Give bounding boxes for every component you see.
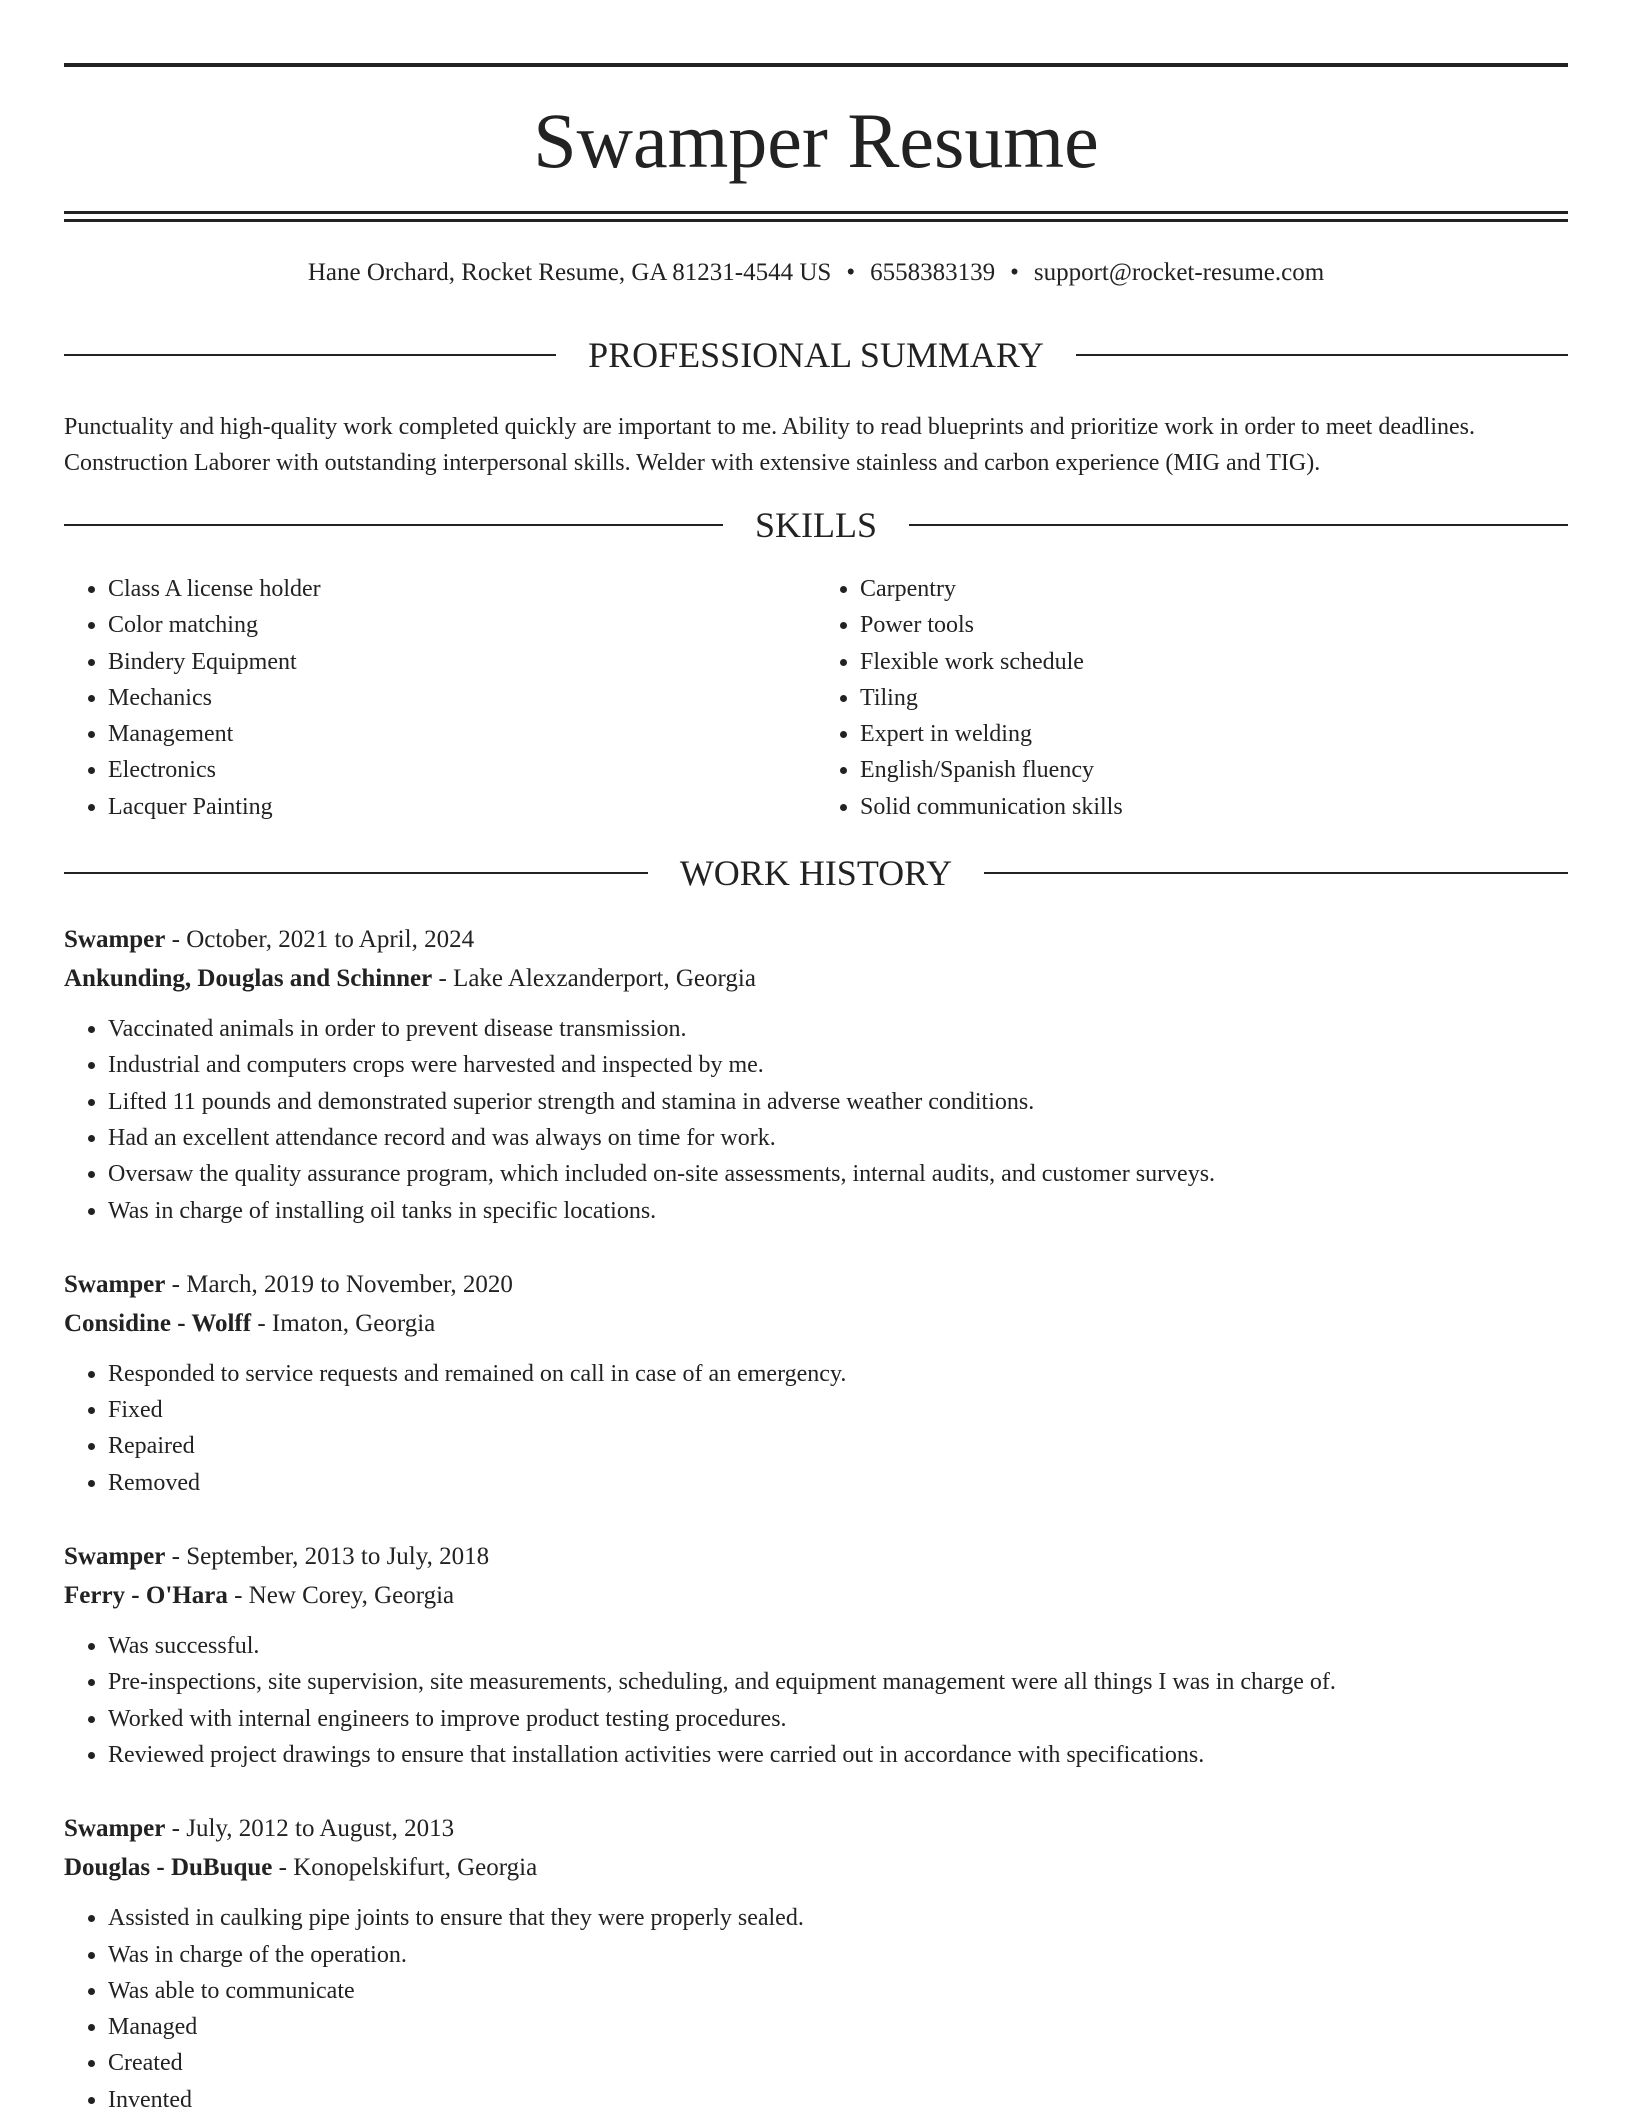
job-company: Ferry - O'Hara [64,1582,228,1610]
job-duties [64,1900,1568,2118]
job-location: - Imaton, Georgia [251,1309,436,1337]
job-duties [64,1011,1568,1229]
job-entry [64,1810,1568,2118]
job-duty: • Had an excellent attendance record and was always on time for work. [108,1120,1568,1156]
job-location: - Konopelskifurt, Georgia [272,1854,538,1882]
job-duty: • Pre-inspections, site supervision, site measurements, scheduling, and equipment management were all things I was in charge of. [108,1664,1568,1700]
skill-item: • Flexible work schedule [860,644,1568,680]
contact-email: support@rocket-resume.com [1033,259,1325,286]
job-company-line [64,1576,1568,1616]
job-dates: - July, 2012 to August, 2013 [165,1815,455,1843]
skills-column-left [64,571,816,825]
job-company: Douglas - DuBuque [64,1854,273,1882]
job-company-line [64,1304,1568,1344]
summary-heading [64,337,1568,373]
job-duty: • Removed [108,1465,1568,1501]
job-duties [64,1628,1568,1773]
job-duty: • Was in charge of installing oil tanks in specific locations. [108,1193,1568,1229]
contact-separator: • [846,259,856,286]
skill-item: • Mechanics [108,680,816,716]
contact-separator: • [1010,259,1019,286]
job-duty: • Worked with internal engineers to improve product testing procedures. [108,1701,1568,1737]
job-duty: • Managed [108,2009,1568,2045]
skill-item: • English/Spanish fluency [860,752,1568,788]
job-duty: • Responded to service requests and remained on call in case of an emergency. [108,1356,1568,1392]
heading-rule [909,524,1568,526]
job-entry [64,1266,1568,1501]
job-title: Swamper [64,1815,166,1843]
skills-list [64,571,1568,825]
skills-column-right [816,571,1568,825]
summary-text: Punctuality and high-quality work completed quickly are important to me. Ability to read blueprints and prioritize work in order to meet deadlines. Construction Laborer with outstanding interpersonal skills. Welder with extensive stainless and carbon experience (MIG and TIG). [64,414,1475,476]
job-duty: • Assisted in caulking pipe joints to ensure that they were properly sealed. [108,1900,1568,1936]
job-duty: • Created [108,2045,1568,2081]
job-duty: • Industrial and computers crops were harvested and inspected by me. [108,1047,1568,1083]
skill-item: • Power tools [860,607,1568,643]
job-duties [64,1356,1568,1501]
job-title-line [64,1538,1568,1576]
heading-rule [984,872,1568,874]
contact-phone: 6558383139 [870,259,996,286]
job-title: Swamper [64,1543,166,1571]
job-duty: • Lifted 11 pounds and demonstrated superior strength and stamina in adverse weather conditions. [108,1084,1568,1120]
job-entry [64,921,1568,1229]
job-duty: • Vaccinated animals in order to prevent disease transmission. [108,1011,1568,1047]
job-company: Ankunding, Douglas and Schinner [64,965,433,993]
skill-item: • Electronics [108,752,816,788]
contact-line [64,260,1568,285]
skill-item: • Tiling [860,680,1568,716]
job-duty: • Was successful. [108,1628,1568,1664]
job-title: Swamper [64,926,166,954]
skills-heading-label: SKILLS [755,505,878,545]
job-title: Swamper [64,1270,166,1298]
summary-heading-label: PROFESSIONAL SUMMARY [588,335,1044,375]
job-duty: • Oversaw the quality assurance program, which included on-site assessments, internal audits, and customer surveys. [108,1156,1568,1192]
top-rule [64,63,1568,67]
job-duty: • Fixed [108,1392,1568,1428]
job-dates: - October, 2021 to April, 2024 [165,926,475,954]
skill-item: • Class A license holder [108,571,816,607]
skill-item: • Solid communication skills [860,789,1568,825]
skill-item: • Carpentry [860,571,1568,607]
heading-rule [64,524,723,526]
job-duty: • Reviewed project drawings to ensure that installation activities were carried out in accordance with specifications. [108,1737,1568,1773]
job-company-line [64,1848,1568,1888]
job-dates: - March, 2019 to November, 2020 [165,1270,513,1298]
skill-item: • Lacquer Painting [108,789,816,825]
job-duty: • Was in charge of the operation. [108,1937,1568,1973]
job-entry [64,1538,1568,1773]
work-heading [64,853,1568,894]
job-duty: • Invented [108,2082,1568,2118]
contact-address: Hane Orchard, Rocket Resume, GA 81231-4544 US [307,259,832,286]
job-title-line [64,1810,1568,1848]
skill-item: • Management [108,716,816,752]
heading-rule [1076,354,1568,356]
job-title-line [64,1266,1568,1304]
job-location: - Lake Alexzanderport, Georgia [432,965,756,993]
skill-item: • Expert in welding [860,716,1568,752]
job-location: - New Corey, Georgia [227,1582,455,1610]
heading-rule [64,872,648,874]
skill-item: • Color matching [108,607,816,643]
job-company: Considine - Wolff [64,1309,252,1337]
skill-item: • Bindery Equipment [108,644,816,680]
title-double-rule [64,211,1568,222]
heading-rule [64,354,556,356]
job-duty: • Repaired [108,1428,1568,1464]
job-title-line [64,921,1568,959]
skills-heading [64,507,1568,543]
job-dates: - September, 2013 to July, 2018 [165,1543,490,1571]
job-duty: • Was able to communicate [108,1973,1568,2009]
work-heading-label: WORK HISTORY [679,853,953,894]
resume-title: Swamper Resume [533,97,1099,184]
job-company-line [64,959,1568,999]
